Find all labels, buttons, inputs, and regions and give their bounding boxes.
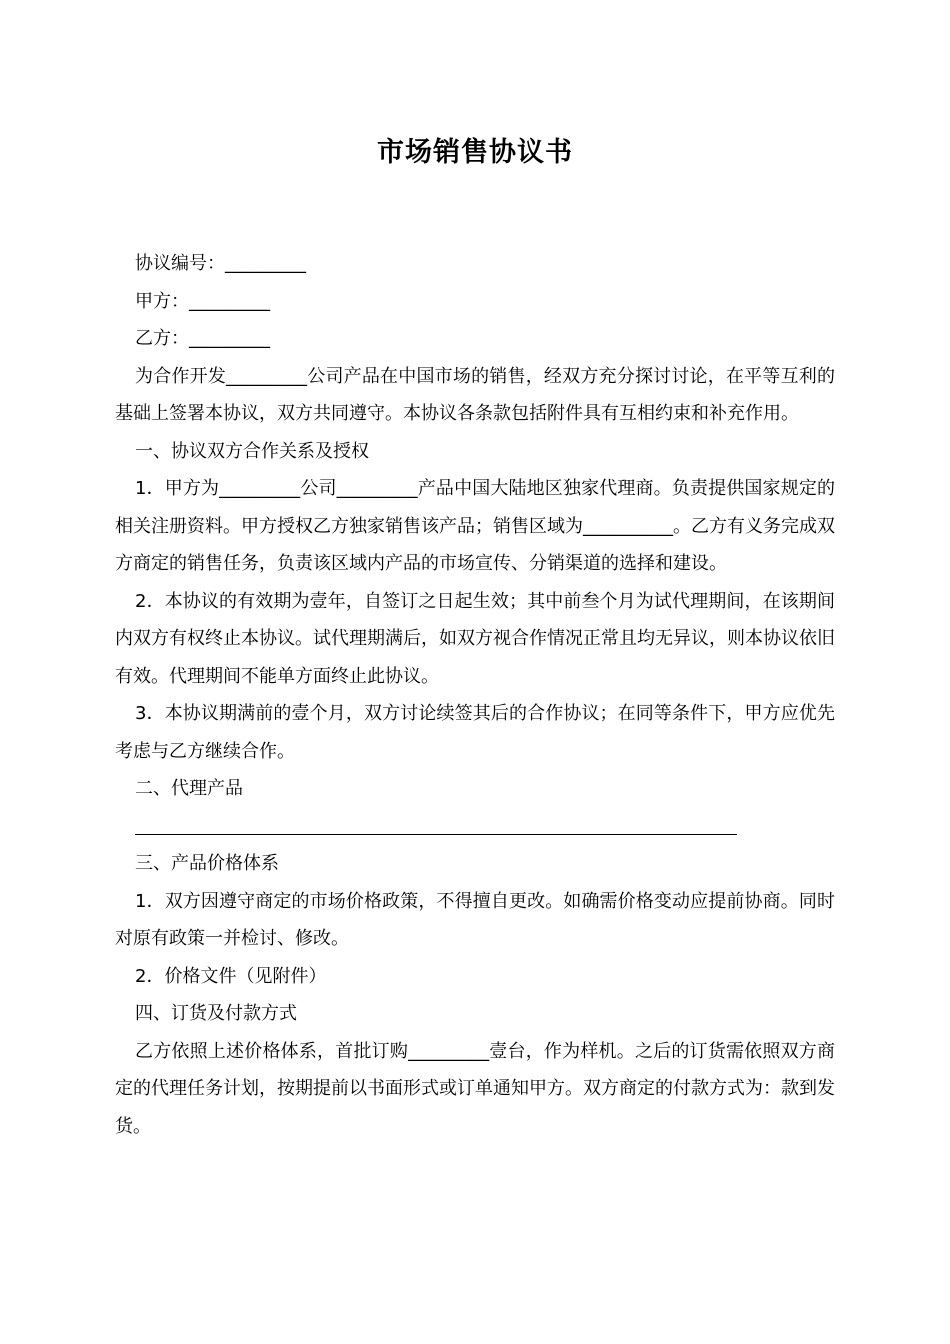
- section-1-item-1: 1．甲方为_________公司_________产品中国大陆地区独家代理商。负责提供国家规定的相关注册资料。甲方授权乙方独家销售该产品；销售区域为__________。乙方有义务完成双方商定的销售任务，负责该区域内产品的市场宣传、分销渠道的选择和建设。: [115, 478, 835, 574]
- document-body: [115, 245, 835, 1145]
- party-a-field: 甲方：_________: [135, 290, 270, 312]
- section-1-item-2: 2．本协议的有效期为壹年，自签订之日起生效；其中前叁个月为试代理期间，在该期间内双方有权终止本协议。试代理期满后，如双方视合作情况正常且均无异议，则本协议依旧有效。代理期间不能单方面终止此协议。: [115, 590, 835, 687]
- blank-underline: [135, 834, 737, 835]
- section-3-item-1: 1．双方因遵守商定的市场价格政策，不得擅自更改。如确需价格变动应提前协商。同时对原有政策一并检讨、修改。: [115, 890, 835, 949]
- section-3-heading: 三、产品价格体系: [135, 853, 279, 874]
- preamble-paragraph: 为合作开发_________公司产品在中国市场的销售，经双方充分探讨讨论，在平等互利的基础上签署本协议，双方共同遵守。本协议各条款包括附件具有互相约束和补充作用。: [115, 365, 835, 424]
- agreement-number-field: 协议编号：_________: [135, 253, 306, 274]
- section-2-heading: 二、代理产品: [135, 778, 243, 799]
- party-b-field: 乙方：_________: [135, 328, 270, 349]
- section-1-heading: 一、协议双方合作关系及授权: [135, 440, 369, 462]
- product-fill-in-line: [115, 808, 835, 846]
- section-4-body: 乙方依照上述价格体系，首批订购_________壹台，作为样机。之后的订货需依照双方商定的代理任务计划，按期提前以书面形式或订单通知甲方。双方商定的付款方式为：款到发货。: [115, 1040, 835, 1137]
- section-1-item-3: 3．本协议期满前的壹个月，双方讨论续签其后的合作协议；在同等条件下，甲方应优先考虑与乙方继续合作。: [115, 703, 835, 762]
- document-title: 市场销售协议书: [377, 137, 573, 168]
- section-4-heading: 四、订货及付款方式: [135, 1003, 297, 1024]
- section-3-item-2: 2．价格文件（见附件）: [135, 965, 327, 987]
